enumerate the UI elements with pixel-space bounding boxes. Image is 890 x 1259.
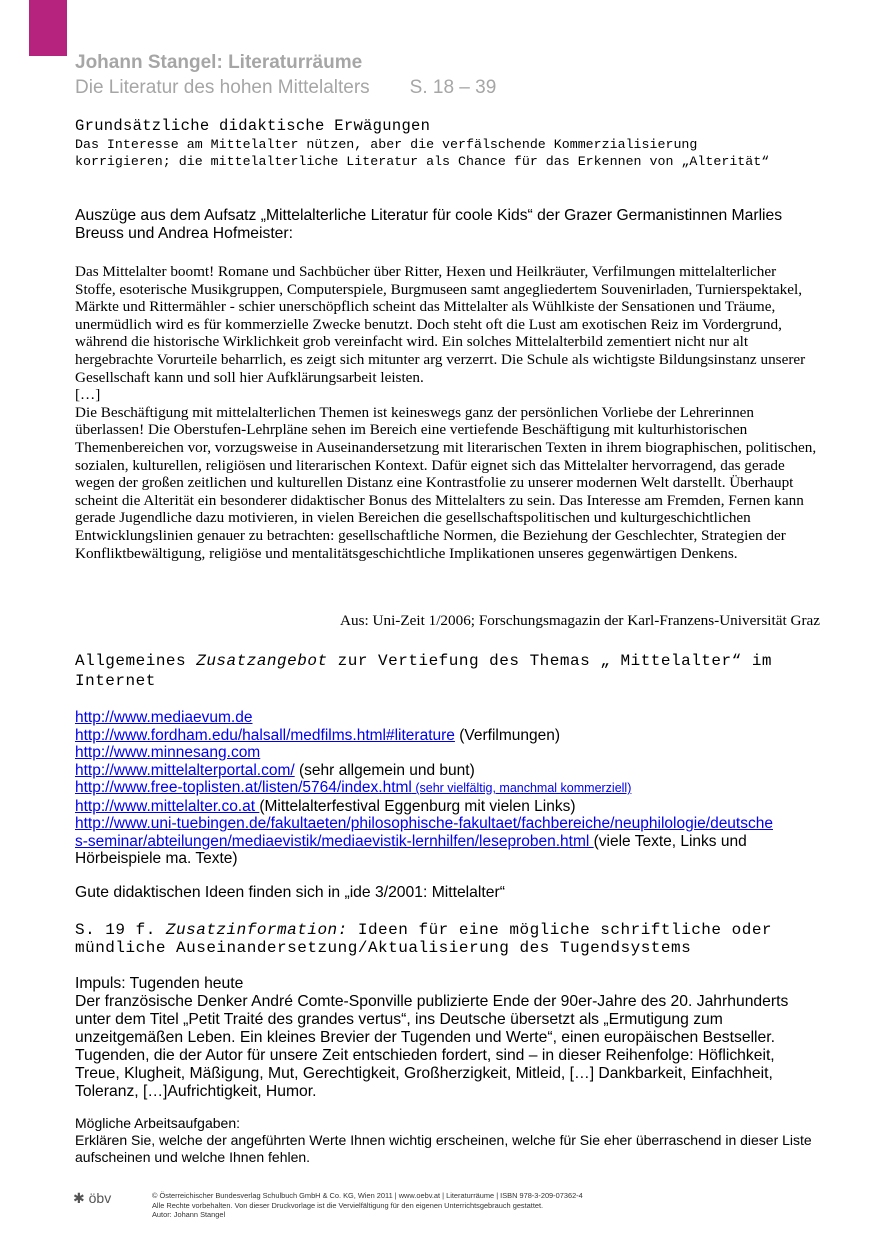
- link-mittelalter-co-at[interactable]: http://www.mittelalter.co.at: [75, 797, 260, 815]
- section2-heading-b: zur Vertiefung des Themas „ Mittelalter“ im Internet: [75, 652, 773, 690]
- link-fordham[interactable]: http://www.fordham.edu/halsall/medfilms.html#literature: [75, 726, 455, 744]
- link-item: [75, 762, 795, 780]
- section1-heading: Grundsätzliche didaktische Erwägungen: [75, 117, 431, 135]
- accent-tab: [29, 0, 67, 56]
- tasks-block: [75, 1115, 820, 1166]
- link-uni-tuebingen[interactable]: http://www.uni-tuebingen.de/fakultaeten/philosophische-fakultaet/fachbereiche/neuphilologie/deutsches-seminar/abteilungen/mediaevistik/mediaevistik-lernhilfen/leseproben.html: [75, 815, 773, 850]
- link-item: [75, 744, 795, 762]
- link-item: [75, 727, 795, 745]
- link-note: (Verfilmungen): [454, 726, 561, 744]
- excerpt-paragraph-1: Das Mittelalter boomt! Romane und Sachbücher über Ritter, Hexen und Heilkräuter, Verfilmungen mittelalterlicher Stoffe, esoterische Musikgruppen, Computerspiele, Burgmuseen samt angegliedertem Souvenirladen, Turnierspektakel, Märkte und Rittermähler - schier unerschöpflich scheint das Mittelalter als Wühlkiste der Sensationen und Träume, unermüdlich wird es für kommerzielle Zwecke benutzt. Doch steht oft die Lust am exotischen Reiz im Vordergrund, während die historische Wirklichkeit grob vereinfacht wird. Ein solches Mittelalterbild zementiert nicht nur alt hergebrachte Vorurteile beharrlich, es zeigt sich mitunter arg verzerrt. Die Schule als wichtigste Bildungsinstanz unserer Gesellschaft kann und soll hier Aufklärungsarbeit leisten.: [75, 263, 806, 386]
- link-mittelalterportal[interactable]: http://www.mittelalterportal.com/: [75, 761, 295, 779]
- header-title: Johann Stangel: Literaturräume: [75, 52, 363, 73]
- link-note: (viele Texte, Links und Hörbeispiele ma. Texte): [75, 832, 747, 867]
- asterisk-icon: ✱: [73, 1190, 85, 1206]
- section3-heading: [75, 921, 800, 957]
- link-item: [75, 815, 775, 868]
- link-minnesang[interactable]: http://www.minnesang.com: [75, 744, 261, 761]
- excerpt-body: [75, 263, 820, 562]
- header-subtitle: [75, 76, 496, 99]
- impuls-block: [75, 975, 820, 1101]
- impuls-text: Der französische Denker André Comte-Sponville publizierte Ende der 90er-Jahre des 20. Jahrhunderts unter dem Titel „Petit Traité des grandes vertus“, ins Deutsche übersetzt als „Ermutigung zum unzeitgemäßen Leben. Ein kleines Brevier der Tugenden und Werte“, einen europäischen Bestseller. Tugenden, die der Autor für unsere Zeit entschieden fordert, sind – in dieser Reihenfolge: Höflichkeit, Treue, Klugheit, Mäßigung, Mut, Gerechtigkeit, Großherzigkeit, Mitleid, […] Dankbarkeit, Einfachheit, Toleranz, […]Aufrichtigkeit, Humor.: [75, 993, 789, 1100]
- excerpt-ellipsis: […]: [75, 386, 101, 404]
- link-list: [75, 709, 795, 868]
- section3-heading-b: Ideen für eine mögliche schriftliche oder mündliche Auseinandersetzung/Aktualisierung des Tugendsystems: [75, 921, 773, 957]
- footer-line-3: Autor: Johann Stangel: [152, 1210, 226, 1219]
- link-note: (sehr allgemein und bunt): [294, 761, 475, 779]
- page-range: S. 18 – 39: [409, 77, 497, 98]
- logo-text: öbv: [88, 1190, 112, 1206]
- impuls-title: Impuls: Tugenden heute: [75, 975, 244, 992]
- link-item: [75, 798, 795, 816]
- tasks-title: Mögliche Arbeitsaufgaben:: [75, 1115, 240, 1131]
- ideas-line: Gute didaktischen Ideen finden sich in „ide 3/2001: Mittelalter“: [75, 884, 505, 901]
- footer-text: [152, 1191, 852, 1220]
- link-free-toplisten[interactable]: http://www.free-toplisten.at/listen/5764/index.html: [75, 779, 412, 796]
- section3-heading-italic: Zusatzinformation:: [165, 921, 348, 939]
- excerpt-paragraph-2: Die Beschäftigung mit mittelalterlichen Themen ist keineswegs ganz der persönlichen Vorliebe der Lehrerinnen überlassen! Die Oberstufen-Lehrpläne sehen im Bereich eine vertiefende Beschäftigung mit kulturhistorischen Themenbereichen vor, vorzugsweise in Auseinandersetzung mit literarischen Texten in ihrem biographischen, politischen, sozialen, kulturellen, religiösen und literarischen Kontext. Dafür eignet sich das Mittelalter hervorragend, das gerade wegen der großen zeitlichen und kulturellen Distanz eine Kontrastfolie zu unserer modernen Welt darstellt. Überhaupt scheint die Alterität ein besonderer didaktischer Bonus des Mittelalters zu sein. Das Interesse am Fremden, Fernen kann gerade Jugendliche dazu motivieren, in vielen Bereichen die gesellschaftspolitischen und kulturgeschichtlichen Entwicklungslinien genauer zu betrachten: gesellschaftliche Normen, die Beziehung der Geschlechter, Strategien der Konfliktbewältigung, religiöse und mentalitätsgeschichtliche Implikationen unseres gegenwärtigen Denkens.: [75, 403, 817, 562]
- footer-line-2: Alle Rechte vorbehalten. Von dieser Druckvorlage ist die Vervielfältigung für den eigenen Unterrichtsgebrauch gestattet.: [152, 1200, 544, 1210]
- link-item: [75, 779, 795, 798]
- link-item: [75, 709, 795, 727]
- tasks-text: Erklären Sie, welche der angeführten Werte Ihnen wichtig erscheinen, welche für Sie eher überraschend in dieser Liste aufscheinen und welche Ihnen fehlen.: [75, 1132, 812, 1165]
- publisher-logo: [73, 1190, 111, 1207]
- link-mediaevum[interactable]: http://www.mediaevum.de: [75, 709, 253, 726]
- section2-heading-a: Allgemeines: [75, 652, 197, 670]
- section1-text: Das Interesse am Mittelalter nützen, aber die verfälschende Kommerzialisierung korrigieren; die mittelalterliche Literatur als Chance für das Erkennen von „Alterität“: [75, 137, 770, 169]
- section3-heading-a: S. 19 f.: [75, 921, 166, 939]
- footer-line-1: © Österreichischer Bundesverlag Schulbuch GmbH & Co. KG, Wien 2011 | www.oebv.at | Literaturräume | ISBN 978-3-209-07362-4: [152, 1191, 583, 1200]
- excerpt-source: Aus: Uni-Zeit 1/2006; Forschungsmagazin der Karl-Franzens-Universität Graz: [340, 612, 820, 629]
- link-note-small: (sehr vielfältig, manchmal kommerziell): [411, 781, 632, 795]
- link-note: (Mittelalterfestival Eggenburg mit vielen Links): [259, 797, 576, 815]
- section2-heading: [75, 651, 800, 691]
- excerpt-intro: Auszüge aus dem Aufsatz „Mittelalterliche Literatur für coole Kids“ der Grazer Germanistinnen Marlies Breuss und Andrea Hofmeister:: [75, 207, 783, 242]
- subtitle-text: Die Literatur des hohen Mittelalters: [75, 77, 370, 98]
- section2-heading-italic: Zusatzangebot: [196, 652, 328, 670]
